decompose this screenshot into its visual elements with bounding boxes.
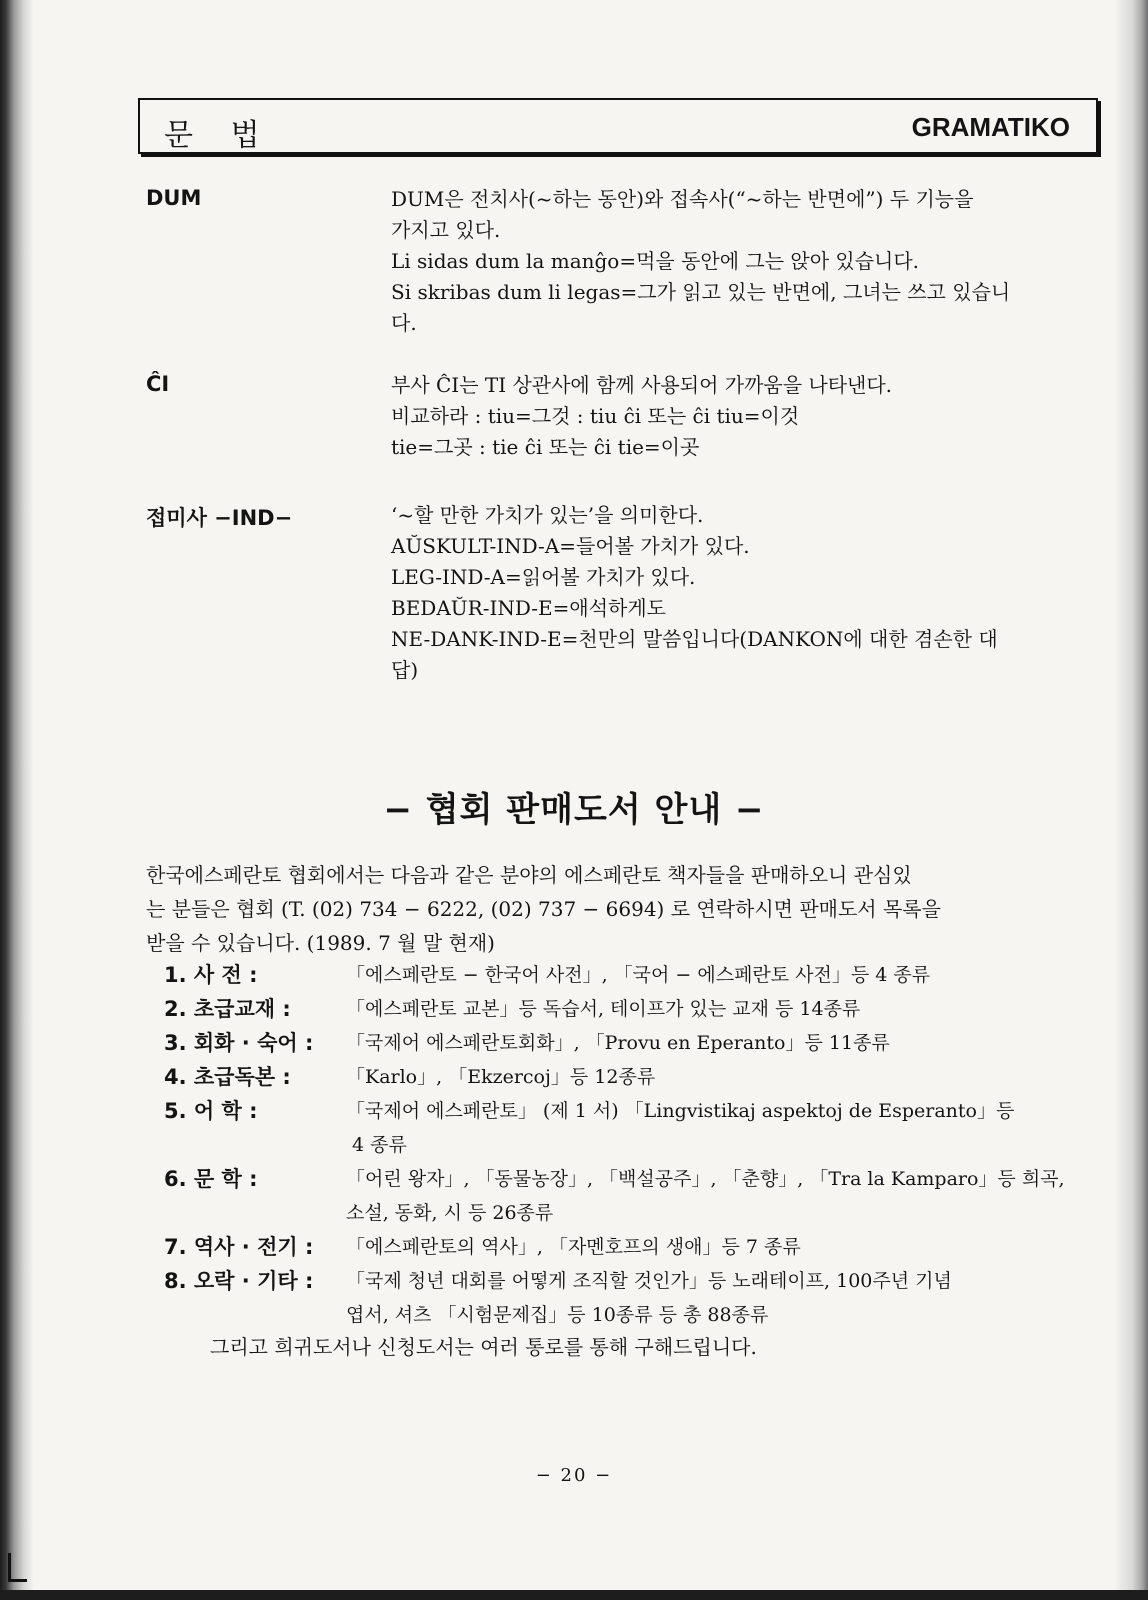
list-item: [164, 1026, 1104, 1060]
entry-line: NE-DANK-IND-E=천만의 말씀입니다(DANKON에 대한 겸손한 대: [391, 627, 998, 651]
list-item: [164, 992, 1104, 1026]
list-item-text: 「국제어 에스페란토회화」, 「Provu en Eperanto」등 11종류: [346, 1032, 890, 1054]
list-item-text: 「어린 왕자」, 「동물농장」, 「백설공주」, 「춘향」, 「Tra la Kamparo」등 희곡,: [346, 1168, 1065, 1190]
entry-line: LEG-IND-A=읽어볼 가치가 있다.: [391, 565, 696, 589]
entry-body: [391, 184, 1103, 339]
entry-body: [391, 500, 1103, 686]
list-item: [164, 1162, 1104, 1230]
list-item-label: 3. 회화 · 숙어 :: [164, 1031, 314, 1055]
section-title: − 협회 판매도서 안내 −: [383, 790, 765, 830]
entry-body: [391, 370, 1103, 463]
intro-line: 는 분들은 협회 (T. (02) 734 − 6222, (02) 737 − 6694) 로 연락하시면 판매도서 목록을: [146, 897, 941, 921]
entry-line: 답): [391, 658, 419, 682]
list-item-label: 5. 어 학 :: [164, 1099, 258, 1123]
entry-term: 접미사 −IND−: [146, 506, 293, 530]
entry-line: Si skribas dum li legas=그가 읽고 있는 반면에, 그녀는 쓰고 있습니: [391, 280, 1011, 304]
list-item: [164, 1060, 1104, 1094]
entry-term: ĈI: [146, 372, 170, 396]
list-item-text: 「Karlo」, 「Ekzercoj」등 12종류: [346, 1066, 656, 1088]
page-number: − 20 −: [535, 1465, 613, 1486]
header-korean-title: 문 법: [164, 118, 274, 153]
entry-line: 비교하라 : tiu=그것 : tiu ĉi 또는 ĉi tiu=이것: [391, 404, 800, 428]
header-esperanto-title: GRAMATIKO: [911, 112, 1070, 142]
list-item-text: 소설, 동화, 시 등 26종류: [346, 1202, 554, 1224]
list-item-text: 「국제 청년 대회를 어떻게 조직할 것인가」등 노래테이프, 100주년 기념: [346, 1270, 952, 1292]
list-item-label: 4. 초급독본 :: [164, 1065, 291, 1089]
list-item-label: 6. 문 학 :: [164, 1167, 258, 1191]
entry-line: 가지고 있다.: [391, 218, 501, 242]
closing-note: 그리고 희귀도서나 신청도서는 여러 통로를 통해 구해드립니다.: [210, 1335, 757, 1359]
entry-line: 다.: [391, 311, 417, 335]
list-item-text: 「에스페란토 − 한국어 사전」, 「국어 − 에스페란토 사전」등 4 종류: [346, 964, 931, 986]
entry-line: ‘~할 만한 가치가 있는’을 의미한다.: [391, 503, 704, 527]
list-item-text: 「에스페란토의 역사」, 「자멘호프의 생애」등 7 종류: [346, 1236, 801, 1258]
list-item: [164, 958, 1104, 992]
list-item-text: 「에스페란토 교본」등 독습서, 테이프가 있는 교재 등 14종류: [346, 998, 861, 1020]
list-item: [164, 1230, 1104, 1264]
list-item-text: 「국제어 에스페란토」 (제 1 서) 「Lingvistikaj aspektoj de Esperanto」등: [346, 1100, 1015, 1122]
entry-line: AŬSKULT-IND-A=들어볼 가치가 있다.: [391, 534, 750, 558]
list-item: [164, 1094, 1104, 1162]
book-list: [164, 958, 1104, 1332]
intro-paragraph: [146, 858, 1096, 960]
list-item: [164, 1264, 1104, 1332]
entry-line: DUM은 전치사(~하는 동안)와 접속사(“~하는 반면에”) 두 기능을: [391, 187, 974, 211]
corner-mark: [8, 1553, 27, 1582]
intro-line: 받을 수 있습니다. (1989. 7 월 말 현재): [146, 931, 495, 955]
list-item-label: 1. 사 전 :: [164, 963, 258, 987]
section-header: [138, 98, 1098, 154]
entry-line: tie=그곳 : tie ĉi 또는 ĉi tie=이곳: [391, 435, 700, 459]
list-item-text: 4 종류: [352, 1134, 407, 1156]
entry-line: Li sidas dum la manĝo=먹을 동안에 그는 앉아 있습니다.: [391, 249, 920, 273]
entry-term: DUM: [146, 186, 202, 210]
scan-edge-bottom: [0, 1590, 1148, 1600]
list-item-text: 엽서, 셔츠 「시험문제집」등 10종류 등 총 88종류: [346, 1304, 769, 1326]
list-item-label: 7. 역사 · 전기 :: [164, 1235, 314, 1259]
list-item-label: 8. 오락 · 기타 :: [164, 1269, 314, 1293]
entry-line: BEDAŬR-IND-E=애석하게도: [391, 596, 666, 620]
intro-line: 한국에스페란토 협회에서는 다음과 같은 분야의 에스페란토 책자들을 판매하오니 관심있: [146, 863, 912, 887]
entry-line: 부사 ĈI는 TI 상관사에 함께 사용되어 가까움을 나타낸다.: [391, 373, 893, 397]
list-item-label: 2. 초급교재 :: [164, 997, 291, 1021]
